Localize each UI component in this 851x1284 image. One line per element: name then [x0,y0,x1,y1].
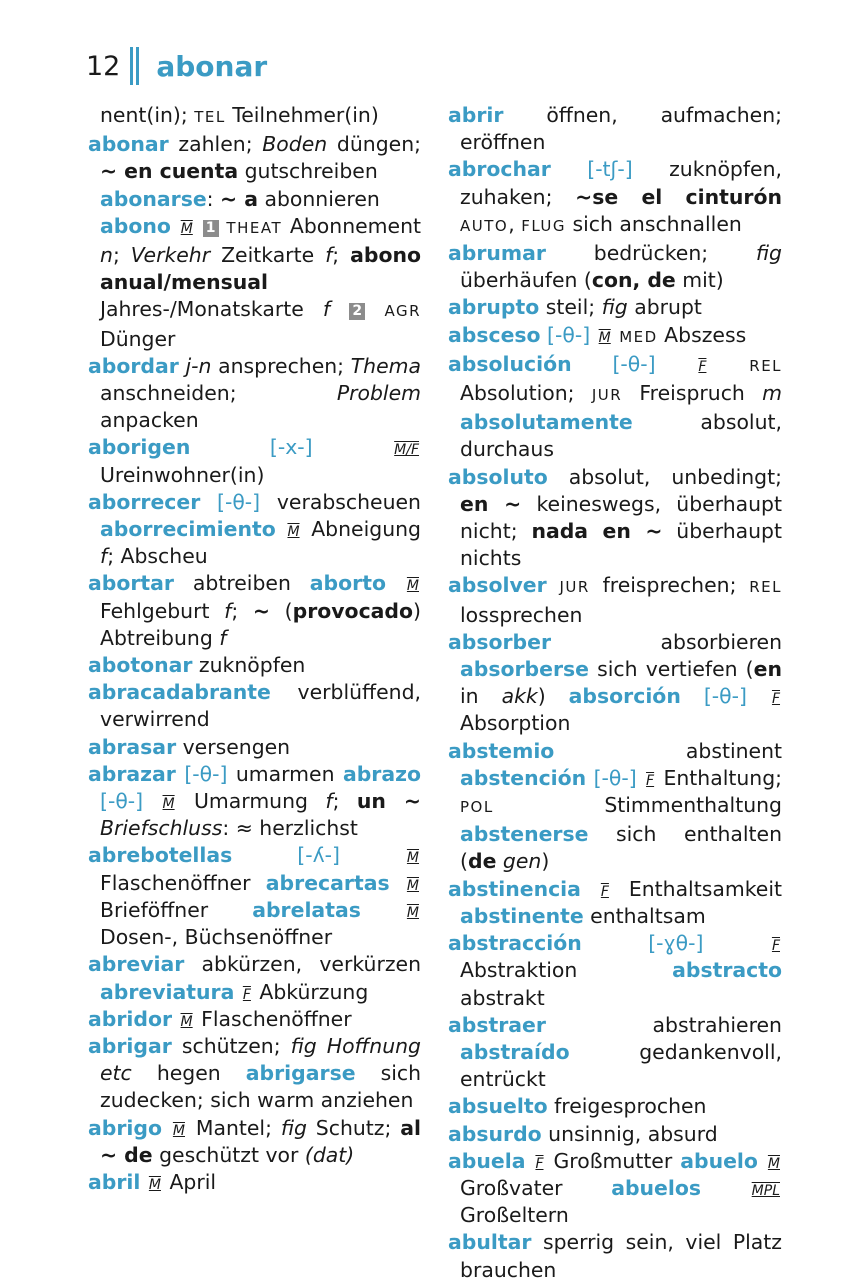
headword: abrecartas [265,870,390,895]
gender-label: F [646,772,655,789]
gender-label: M [172,1122,185,1139]
dictionary-entry: absolución [-θ-] F REL Absolution; JUR Freispruch m absolutamente absolut, durchaus [448,351,783,462]
dictionary-entry: absceso [-θ-] M MED Abszess [448,322,747,347]
gender-label: M [148,1176,161,1193]
headword: abrigo [88,1115,163,1140]
headword: abordar [88,353,179,378]
headword: absoluto [448,464,548,489]
gender-label: F [771,691,781,708]
headword: abreviatura [100,979,235,1004]
headword: abuela [448,1148,526,1173]
gender-label: M [180,1013,193,1030]
dictionary-entry: abortar abtreiben aborto M Fehlgeburt f; ~ (provocado) Abtreibung f [88,571,421,650]
headword: abstraído [460,1039,570,1064]
dictionary-entry: abrochar [-tʃ-] zuknöpfen, zuhaken; ~se el cinturón AUTO, FLUG sich anschnallen [448,157,783,236]
header-rule [130,47,133,85]
headword: absceso [448,322,541,347]
headword: abstracción [448,931,582,956]
gender-label: F [600,883,609,900]
headword: abuelos [611,1175,702,1200]
left-column [88,102,421,1196]
dictionary-entry: abracadabrante verblüffend, verwirrend [88,680,421,732]
headword: abrasar [88,734,177,759]
gender-label: F [242,986,251,1003]
dictionary-entry: abreviar abkürzen, verkürzen abreviatura F Abkürzung [88,952,421,1004]
dictionary-entry: abrigo M Mantel; fig Schutz; al ~ de geschützt vor (dat) [88,1115,421,1167]
dictionary-entry: absolver JUR freisprechen; REL lossprechen [448,573,782,627]
headword: absorberse [460,657,590,682]
headword: abrigarse [245,1061,356,1086]
headword: abstraer [448,1012,546,1037]
page-number: 12 [86,50,121,82]
headword: abstención [460,765,587,790]
gender-label: F [535,1155,544,1172]
headword: abultar [448,1230,532,1255]
headword: aborrecer [88,489,201,514]
gender-label: M [287,524,300,541]
dictionary-entry: abotonar zuknöpfen [88,653,306,678]
dictionary-entry: abstemio abstinent abstención [-θ-] F Enthaltung; POL Stimmenthaltung abstenerse sich enthalten (de gen) [448,738,783,874]
headword: abstinencia [448,876,581,901]
headword: abonarse [100,186,207,211]
dictionary-entry: abordar j-n ansprechen; Thema anschneiden; Problem anpacken [88,353,421,433]
dictionary-entry: absuelto freigesprochen [448,1094,707,1119]
headword: abrigar [88,1033,172,1058]
headword: abrazar [88,761,176,786]
page-header [86,44,267,88]
dictionary-entry: abultar sperrig sein, viel Platz brauchen [448,1230,782,1282]
gender-label: F [771,938,780,955]
gender-label: M [180,220,193,237]
headword: abono [100,213,171,238]
headword: absurdo [448,1121,542,1146]
headword: abortar [88,571,174,596]
dictionary-entry: abrir öffnen, aufmachen; eröffnen [448,103,782,155]
dictionary-entry: abono M 1 THEAT Abonnement n; Verkehr Zeitkarte f; abono anual/mensual Jahres-/Monatskarte f 2 AGR Dünger [100,213,422,351]
dictionary-entry: aborigen [-x-] M/F Ureinwohner(in) [88,435,420,487]
headword: absorción [568,684,681,709]
headword: abrelatas [252,897,361,922]
sense-number: 1 [203,220,219,237]
dictionary-entry: abrumar bedrücken; fig überhäufen (con, de mit) [448,241,782,293]
header-rule [136,47,139,85]
gender-label: M/F [394,442,420,459]
right-column [448,102,782,1284]
dictionary-entry: abrasar versengen [88,734,291,759]
gender-label: M [598,329,611,346]
gender-label: M [406,850,420,867]
headword: abonar [88,132,169,157]
headword: aborto [309,571,386,596]
dictionary-entry: absorber absorbieren absorberse sich vertiefen (en in akk) absorción [-θ-] F Absorption [448,629,782,736]
gender-label: M [767,1155,780,1172]
gender-label: M [162,796,175,813]
headword: abridor [88,1006,173,1031]
headword: absuelto [448,1094,548,1119]
gender-label: M [406,877,419,894]
dictionary-entry: abrebotellas [-ʎ-] M Flaschenöffner abrecartas M Brieföffner abrelatas M Dosen-, Büchsenöffner [88,843,420,950]
headword: abrupto [448,295,540,320]
dictionary-entry: absurdo unsinnig, absurd [448,1121,718,1146]
dictionary-entry: abstinencia F Enthaltsamkeit abstinente enthaltsam [448,876,782,928]
headword: abracadabrante [88,680,271,705]
dictionary-entry: abridor M Flaschenöffner [88,1006,352,1031]
headword: absorber [448,629,552,654]
headword: aborigen [88,435,191,460]
dictionary-entry: abstracción [-ɣθ-] F Abstraktion abstracto abstrakt [448,931,782,1010]
dictionary-entry: abonarse: ~ a abonnieren [100,186,380,211]
headword: abuelo [680,1148,758,1173]
dictionary-entry: abonar zahlen; Boden düngen; ~ en cuenta gutschreiben [88,132,421,184]
headword: abstinente [460,903,584,928]
gender-label: MPL [751,1182,780,1199]
gender-label: M [406,904,419,921]
sense-number: 2 [349,303,365,320]
headword: abrochar [448,157,551,182]
headword: abrumar [448,241,546,266]
headword: absolución [448,351,572,376]
headword: absolver [448,573,547,598]
headword: abstemio [448,738,555,763]
headword: abotonar [88,653,193,678]
guide-word: abonar [156,49,268,83]
dictionary-entry: abuela F Großmutter abuelo M Großvater abuelos MPL Großeltern [448,1148,780,1228]
dictionary-entry: nent(in); TEL Teilnehmer(in) [100,103,379,127]
headword: abrebotellas [88,843,233,868]
gender-label: F [698,358,707,375]
headword: absolutamente [460,410,633,435]
dictionary-entry: abrupto steil; fig abrupt [448,295,702,320]
headword: abstenerse [460,822,589,847]
headword: abrazo [342,761,422,786]
dictionary-entry: abril M April [88,1169,217,1194]
dictionary-entry: aborrecer [-θ-] verabscheuen aborrecimiento M Abneigung f; Abscheu [88,489,421,569]
dictionary-entry: abstraer abstrahieren abstraído gedankenvoll, entrückt [448,1012,782,1092]
gender-label: M [406,578,419,595]
headword: aborrecimiento [100,517,276,542]
headword: abstracto [672,958,782,983]
headword: abrir [448,103,504,127]
dictionary-entry: abrigar schützen; fig Hoffnung etc hegen abrigarse sich zudecken; sich warm anziehen [88,1033,422,1113]
dictionary-entry: absoluto absolut, unbedingt; en ~ keineswegs, überhaupt nicht; nada en ~ überhaupt nichts [448,464,782,571]
headword: abreviar [88,952,185,977]
dictionary-entry: abrazar [-θ-] umarmen abrazo [-θ-] M Umarmung f; un ~ Briefschluss: ≈ herzlichst [88,761,422,841]
headword: abril [88,1169,141,1194]
